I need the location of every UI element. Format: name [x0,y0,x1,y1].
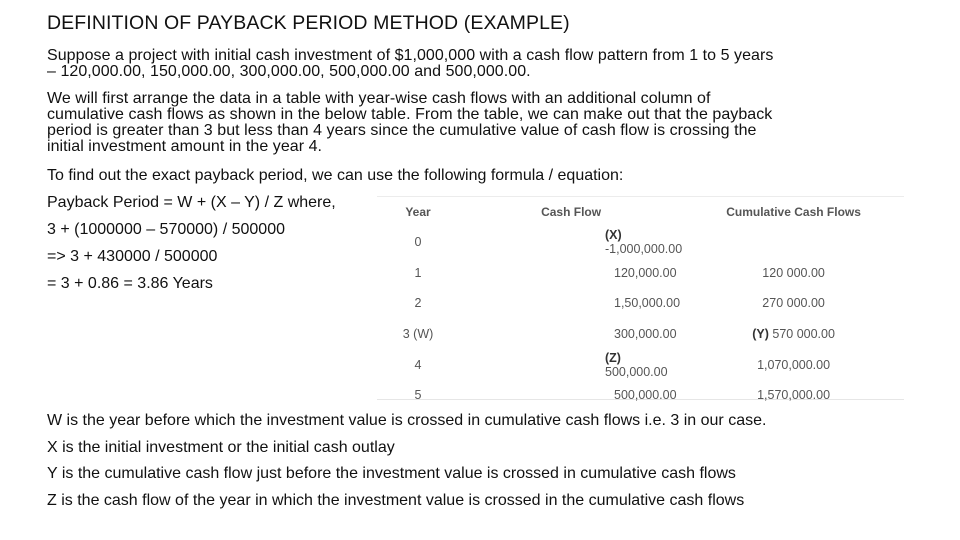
cell-year [377,349,459,380]
formula-intro: To find out the exact payback period, we can use the following formula / equation: [47,167,624,184]
cell-year [377,319,459,350]
cell-cash-flow [459,258,683,289]
cash-flow-value: 500,000.00 [605,364,668,379]
cash-flow-value: -1,000,000.00 [605,242,683,257]
header-cash-flow: Cash Flow [541,205,602,219]
header-year: Year [405,205,431,219]
cumulative-marker: (Y) [752,327,769,342]
table-row [377,227,904,258]
table-row [377,258,904,289]
year-value: 2 [414,296,422,311]
cell-year [377,227,459,258]
cell-cumulative [683,319,904,350]
cell-cumulative [683,349,904,380]
cell-cash-flow [459,380,683,411]
table-row [377,380,904,411]
year-value: 5 [414,388,422,403]
cell-cash-flow [459,349,683,380]
explanation-paragraph [47,91,897,155]
formula: Payback Period = W + (X – Y) / Z where, [47,194,336,211]
variable-definitions [47,408,766,514]
cell-cumulative [683,380,904,411]
cumulative-value: 120 000.00 [762,265,825,280]
cumulative-value: 270 000.00 [762,296,825,311]
intro-line-1: Suppose a project with initial cash investment of $1,000,000 with a cash flow pattern from 1 to 5 years [47,47,774,64]
cumulative-value: 1,570,000.00 [757,388,831,403]
cash-flow-table [377,196,904,403]
year-value: 4 [414,357,422,372]
cash-flow-table-grid [377,197,904,411]
explanation-line-1: We will first arrange the data in a table with year-wise cash flows with an additional column of [47,90,711,107]
intro-line-2: – 120,000.00, 150,000.00, 300,000.00, 500,000.00 and 500,000.00. [47,63,531,80]
intro-paragraph [47,48,897,80]
explanation-line-3: period is greater than 3 but less than 4 years since the cumulative value of cash flow is crossing the [47,122,757,139]
cash-flow-value: 120,000.00 [614,265,677,280]
cash-flow-marker: (Z) [605,350,621,365]
cell-cumulative [683,227,904,258]
year-value: 0 [414,235,422,250]
cash-flow-value: 500,000.00 [614,388,677,403]
year-marker: (W) [413,327,434,342]
definition-x: X is the initial investment or the initial cash outlay [47,438,395,456]
cash-flow-value: 300,000.00 [614,327,677,342]
cell-cash-flow [459,319,683,350]
explanation-line-4: initial investment amount in the year 4. [47,138,323,155]
definition-z: Z is the cash flow of the year in which the investment value is crossed in the cumulative cash flows [47,491,745,509]
table-row [377,288,904,319]
year-value: 1 [414,265,422,280]
cell-cumulative [683,288,904,319]
cell-cash-flow [459,288,683,319]
table-row [377,319,904,350]
cell-cash-flow [459,227,683,258]
calculation-result: = 3 + 0.86 = 3.86 Years [47,275,213,292]
cumulative-value: 570 000.00 [772,327,835,342]
table-row [377,349,904,380]
cell-year [377,258,459,289]
cell-year [377,288,459,319]
cell-year [377,380,459,411]
slide-title: DEFINITION OF PAYBACK PERIOD METHOD (EXAMPLE) [47,12,570,34]
calculation-step-1: 3 + (1000000 – 570000) / 500000 [47,221,285,238]
cumulative-value: 1,070,000.00 [757,357,831,372]
definition-y: Y is the cumulative cash flow just before the investment value is crossed in cumulative cash flows [47,465,736,482]
explanation-line-2: cumulative cash flows as shown in the below table. From the table, we can make out that the payback [47,106,773,123]
cash-flow-marker: (X) [605,228,622,243]
year-value: 3 [402,327,410,342]
table-header-row [377,197,904,227]
cash-flow-value: 1,50,000.00 [614,296,681,311]
header-cumulative: Cumulative Cash Flows [726,205,861,219]
cell-cumulative [683,258,904,289]
calculation-step-2: => 3 + 430000 / 500000 [47,248,218,265]
definition-w: W is the year before which the investment value is crossed in cumulative cash flows i.e. 3 in our case. [47,412,767,429]
